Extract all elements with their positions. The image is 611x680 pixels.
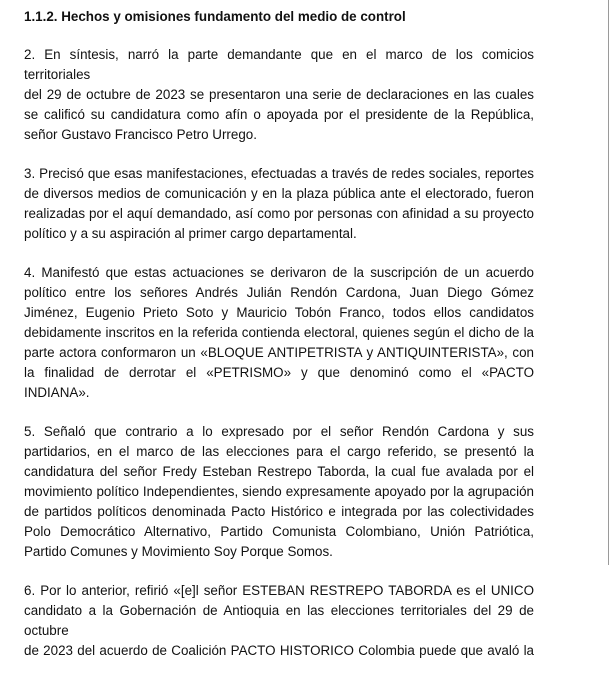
text-line: Polo Democrático Alternativo, Partido Comunista Colombiano, Unión Patriótica, — [24, 524, 534, 539]
document-content — [24, 7, 534, 680]
text-line: 5. Señaló que contrario a lo expresado por el señor Rendón Cardona y sus — [24, 424, 534, 439]
text-line: Jiménez, Eugenio Prieto Soto y Mauricio Tobón Franco, todos ellos candidatos — [24, 305, 534, 320]
text-line: la finalidad de derrotar el «PETRISMO» y que denominó como el «PACTO — [24, 365, 534, 380]
paragraph-2 — [24, 45, 534, 145]
paragraph-5 — [24, 422, 534, 562]
text-line: candidatura del señor Fredy Esteban Restrepo Taborda, la cual fue avalada por el — [24, 464, 534, 479]
text-line: INDIANA». — [24, 385, 90, 400]
text-line: político y a su aspiración al primer cargo departamental. — [24, 226, 357, 241]
text-line: 3. Precisó que esas manifestaciones, efectuadas a través de redes sociales, reportes — [24, 166, 534, 181]
page-edge-divider — [608, 0, 609, 565]
text-line: parte actora conformaron un «BLOQUE ANTIPETRISTA y ANTIQUINTERISTA», con — [24, 345, 534, 360]
text-line: Partido Comunes y Movimiento Soy Porque Somos. — [24, 544, 333, 559]
text-line: 4. Manifestó que estas actuaciones se derivaron de la suscripción de un acuerdo — [24, 265, 534, 280]
text-line: político entre los señores Andrés Julián Rendón Cardona, Juan Diego Gómez — [24, 285, 534, 300]
text-line: del 29 de octubre de 2023 se presentaron una serie de declaraciones en las cuales — [24, 87, 534, 102]
text-line: candidato a la Gobernación de Antioquia en las elecciones territoriales del 29 de octubre — [24, 603, 534, 638]
paragraph-3 — [24, 164, 534, 244]
text-line: movimiento político Independientes, siendo expresamente apoyado por la agrupación — [24, 484, 534, 499]
text-line: se calificó su candidatura como afín o apoyada por el presidente de la República, — [24, 107, 534, 122]
paragraph-4 — [24, 263, 534, 403]
text-line: de diversos medios de comunicación y en la plaza pública ante el electorado, fueron — [24, 186, 534, 201]
text-line: debidamente inscritos en la referida contienda electoral, quienes según el dicho de la — [24, 325, 534, 340]
text-line: 6. Por lo anterior, refirió «[e]l señor ESTEBAN RESTREPO TABORDA es el UNICO — [24, 583, 534, 598]
text-line: partidarios, en el marco de las elecciones para el cargo referido, se presentó la — [24, 444, 534, 459]
text-line: de 2023 del acuerdo de Coalición PACTO HISTORICO Colombia puede que avaló la — [24, 643, 534, 658]
text-line: de partidos políticos denominada Pacto Histórico e integrada por las colectividades — [24, 504, 534, 519]
section-heading: 1.1.2. Hechos y omisiones fundamento del medio de control — [24, 9, 406, 24]
text-line: señor Gustavo Francisco Petro Urrego. — [24, 127, 257, 142]
text-line: realizadas por el aquí demandado, así como por personas con afinidad a su proyecto — [24, 206, 534, 221]
text-line: 2. En síntesis, narró la parte demandante que en el marco de los comicios territoriales — [24, 47, 534, 82]
paragraph-6 — [24, 581, 534, 661]
